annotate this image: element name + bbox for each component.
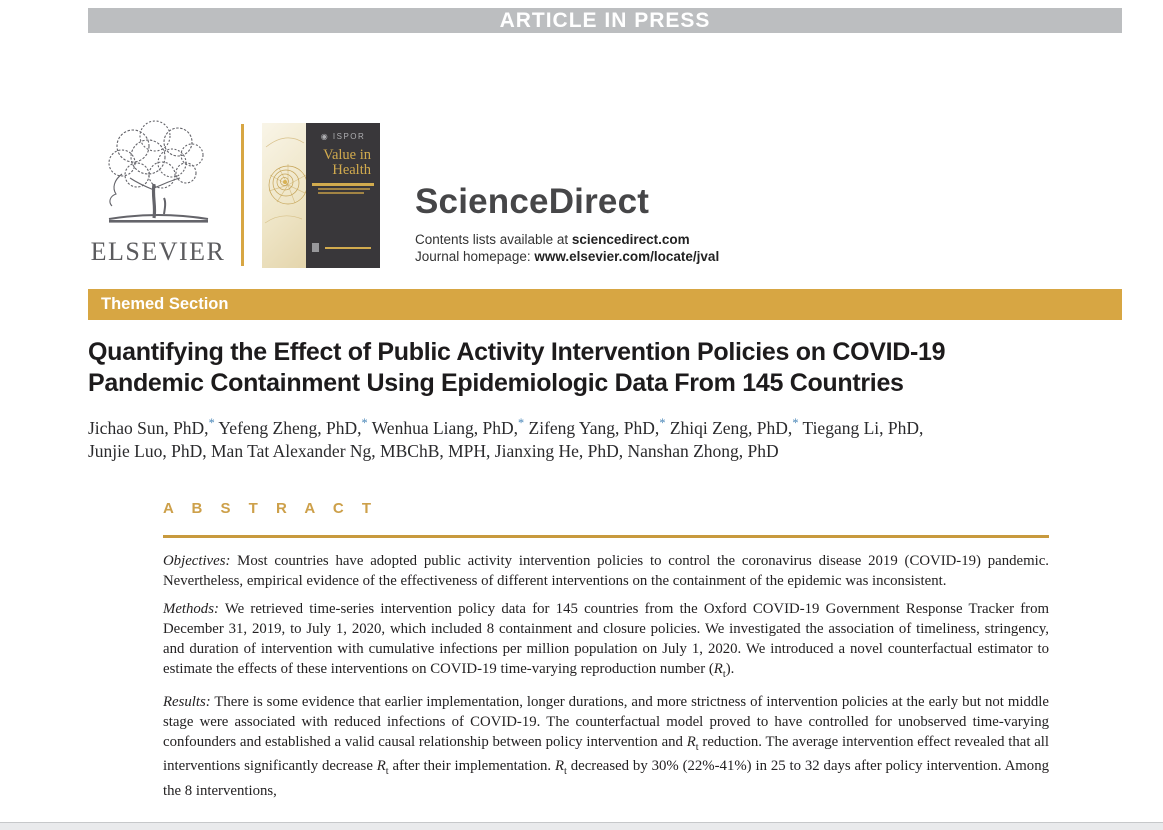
author-name: Yefeng Zheng, PhD, [218,417,362,438]
author-name: Junjie Luo, PhD, [88,440,207,461]
abstract-heading: A B S T R A C T [163,500,378,517]
header-gold-divider [241,124,244,266]
themed-section-banner: Themed Section [88,289,1122,320]
author-footnote-asterisk: * [792,416,799,430]
abstract-section [163,500,1049,811]
article-title-line-2: Pandemic Containment Using Epidemiologic Data From 145 Countries [88,369,904,397]
ispor-logo: ◉ ISPOR [320,132,366,141]
contents-list-line: Contents lists available at sciencedirect.com [415,232,690,247]
author-footnote-asterisk: * [518,416,525,430]
cover-subtitle-line [318,188,370,190]
journal-homepage-link[interactable]: www.elsevier.com/locate/jval [534,249,720,264]
cover-subtitle-line [318,192,364,194]
abstract-paragraph: Results: There is some evidence that earlier implementation, longer durations, and more strictness of intervention policies at the early but not middle stage were associated with reduced infections of COVID-19. The counterfactual model proved to have controlled for unobserved time-varying confounders and established a valid causal relationship between policy intervention and $R_t$ reduction. The average intervention effect revealed that all interventions significantly decrease $R_t$ after their implementation. $R_t$ decreased by 30% (22%-41%) in 25 to 32 days after policy intervention. Among the 8 interventions, [163,694,1050,799]
cover-text-panel [306,123,380,268]
sciencedirect-wordmark: ScienceDirect [415,182,650,221]
author-name: Jichao Sun, PhD, [88,417,209,438]
author-footnote-asterisk: * [208,416,215,430]
cover-spiral-art [262,123,306,268]
article-in-press-banner: ARTICLE IN PRESS [88,8,1122,33]
cover-footer-line [325,247,371,249]
author-name: Jianxing He, PhD, [494,440,624,461]
journal-homepage-line: Journal homepage: www.elsevier.com/locate/jval [415,249,720,264]
author-footnote-asterisk: * [361,416,368,430]
author-name: Nanshan Zhong, PhD [627,440,779,461]
article-title [88,337,1088,399]
author-name: Zhiqi Zeng, PhD, [669,417,793,438]
journal-cover [262,123,380,268]
author-name: Wenhua Liang, PhD, [371,417,519,438]
cover-journal-title: Value in Health [323,147,371,178]
sciencedirect-header [415,182,719,265]
article-title-line-1: Quantifying the Effect of Public Activity Intervention Policies on COVID-19 [88,338,946,366]
elsevier-tree-icon [91,217,226,234]
author-footnote-asterisk: * [659,416,666,430]
elsevier-wordmark: ELSEVIER [90,237,226,266]
cover-footer [312,239,374,257]
cover-gold-rule [312,183,374,186]
author-name: Man Tat Alexander Ng, MBChB, MPH, [211,440,491,461]
abstract-paragraph: Methods: We retrieved time-series intervention policy data for 145 countries from the Oxford COVID-19 Government Response Tracker from December 31, 2019, to July 1, 2020, which included 8 containment and closure policies. We investigated the association of timeliness, stringency, and duration of intervention with cumulative infections per million population on July 1, 2020. We introduced a novel counterfactual estimator to estimate the effects of these interventions on COVID-19 time-varying reproduction number $(R_t)$. [163,601,1049,680]
elsevier-logo [88,118,228,267]
abstract-paragraph: Objectives: Most countries have adopted public activity intervention policies to control the coronavirus disease 2019 (COVID-19) pandemic. Nevertheless, empirical evidence of the effectiveness of different interventions on the containment of the epidemic was inconsistent. [163,553,1049,589]
sciencedirect-link[interactable]: sciencedirect.com [571,232,690,247]
author-name: Tiegang Li, PhD, [802,417,924,438]
author-list [88,412,1088,463]
author-name: Zifeng Yang, PhD, [528,417,660,438]
cover-footer-logo [312,243,319,252]
abstract-body [163,552,1049,802]
abstract-rule [163,535,1049,538]
page-bottom-separator [0,822,1163,830]
